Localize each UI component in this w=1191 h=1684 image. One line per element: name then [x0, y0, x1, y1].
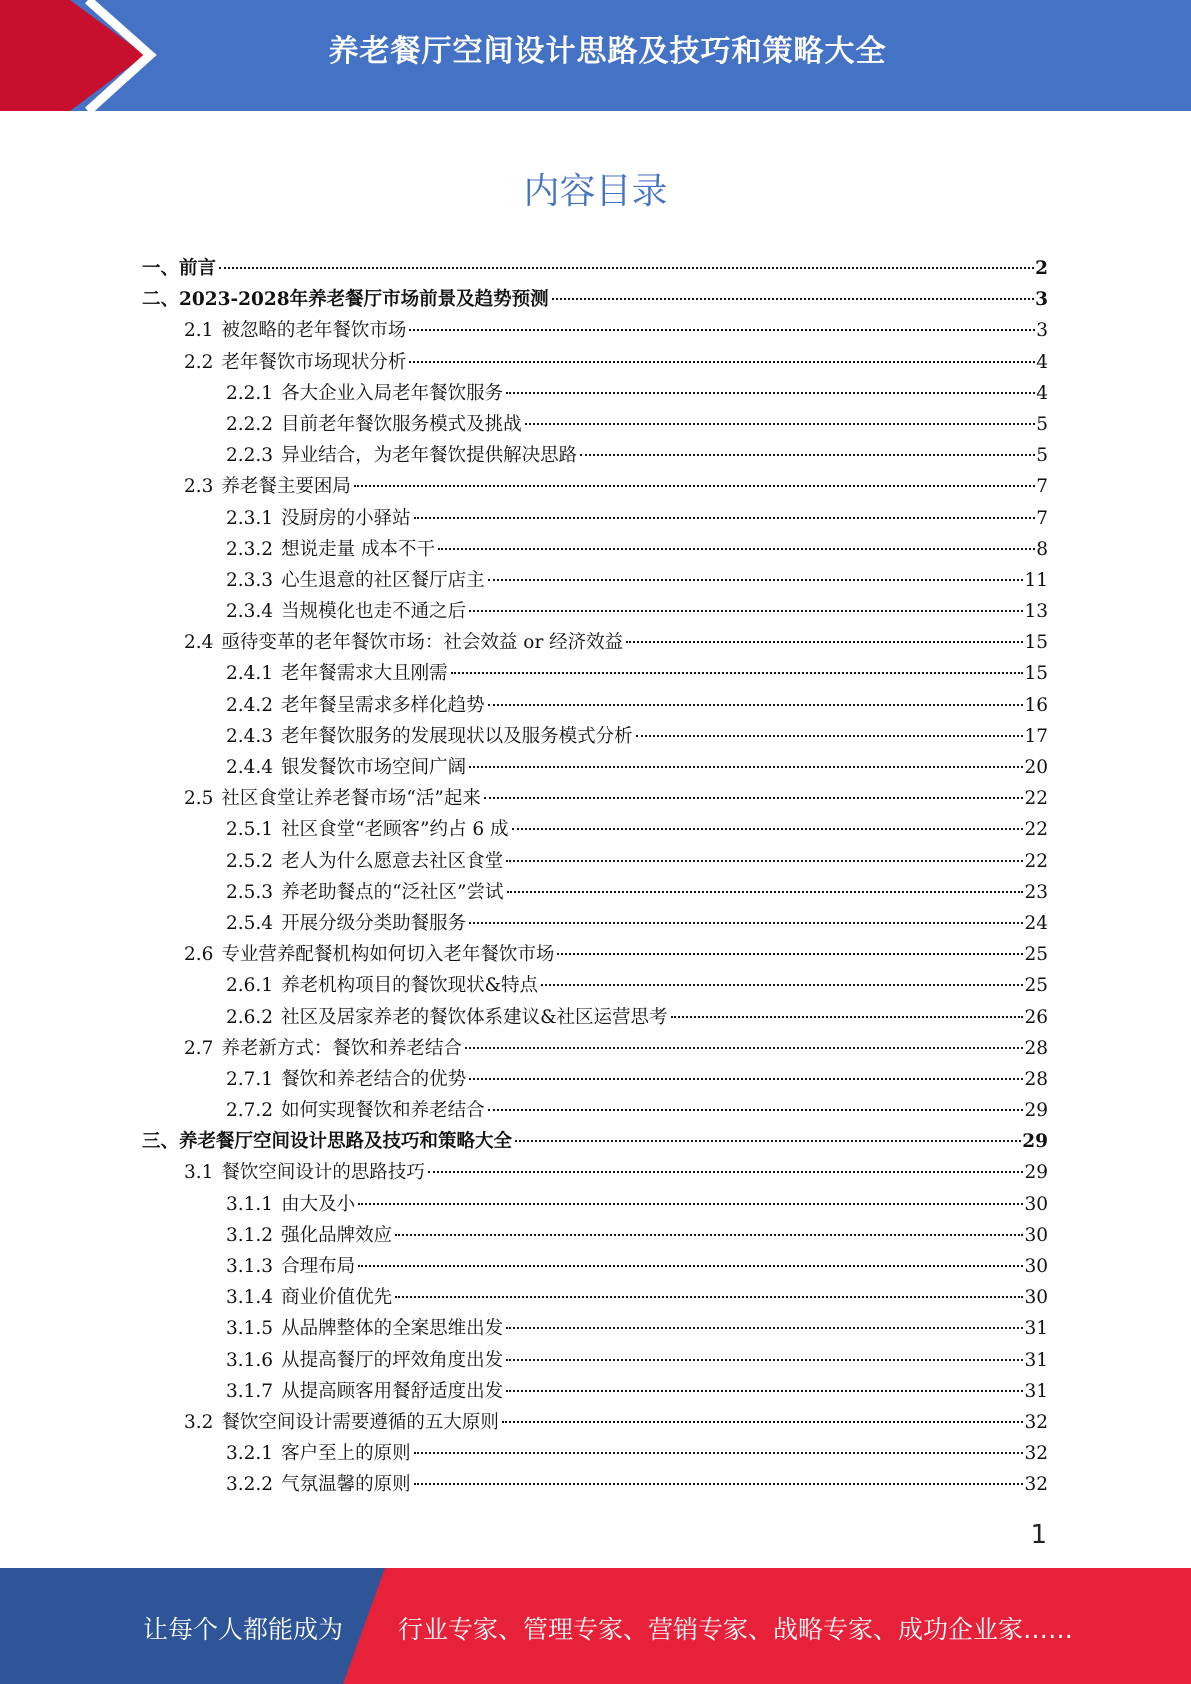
toc-entry[interactable]	[142, 908, 1048, 939]
toc-entry-number: 2.3.1	[226, 507, 274, 529]
toc-entry[interactable]	[142, 658, 1048, 689]
toc-entry[interactable]	[142, 565, 1048, 596]
toc-entry-title: 亟待变革的老年餐饮市场：社会效益 or 经济效益	[221, 632, 624, 654]
toc-entry-page: 23	[1024, 881, 1048, 903]
table-of-contents	[142, 253, 1048, 1501]
toc-dot-leader	[506, 1390, 1023, 1392]
footer-slogan: 让每个人都能成为	[143, 1615, 344, 1644]
toc-entry-page: 25	[1024, 975, 1048, 997]
page-number: 1	[1030, 1520, 1047, 1550]
toc-dot-leader	[552, 298, 1034, 300]
toc-dot-leader	[469, 610, 1023, 612]
toc-dot-leader	[626, 641, 1023, 643]
toc-entry-number: 3.2.1	[226, 1443, 274, 1465]
toc-entry[interactable]	[142, 596, 1048, 627]
toc-entry-number: 3.1.6	[226, 1349, 274, 1371]
toc-entry-page: 4	[1036, 382, 1048, 404]
toc-entry-title: 一、前言	[142, 258, 217, 279]
toc-entry-title: 合理布局	[281, 1256, 356, 1277]
toc-entry-page: 8	[1036, 538, 1048, 560]
toc-entry-title: 二、2023-2028年养老餐厅市场前景及趋势预测	[142, 289, 549, 311]
toc-entry-title: 当规模化也走不通之后	[281, 601, 467, 623]
toc-entry-title: 养老餐主要困局	[221, 476, 351, 498]
toc-dot-leader	[414, 1483, 1024, 1485]
toc-entry[interactable]	[142, 814, 1048, 845]
toc-entry-title: 被忽略的老年餐饮市场	[221, 320, 407, 342]
toc-dot-leader	[469, 766, 1023, 768]
toc-dot-leader	[395, 1296, 1023, 1298]
toc-entry[interactable]	[142, 690, 1048, 721]
toc-entry-page: 24	[1024, 912, 1048, 934]
toc-entry-number: 2.2.2	[226, 413, 274, 435]
toc-dot-leader	[541, 984, 1023, 986]
toc-entry[interactable]	[142, 752, 1048, 783]
toc-entry-page: 30	[1024, 1287, 1048, 1309]
toc-dot-leader	[580, 454, 1035, 456]
toc-entry-title: 老年餐呈需求多样化趋势	[281, 694, 485, 716]
toc-entry-number: 3.2	[184, 1411, 214, 1433]
toc-entry-title: 社区食堂“老顾客”约占 6 成	[281, 819, 509, 841]
toc-entry-title: 气氛温馨的原则	[281, 1474, 411, 1496]
toc-entry-page: 29	[1022, 1131, 1048, 1153]
toc-entry[interactable]	[142, 471, 1048, 502]
toc-entry-number: 2.1	[184, 320, 214, 342]
toc-entry-number: 3.2.2	[226, 1474, 274, 1496]
toc-entry-number: 2.5	[184, 788, 214, 810]
toc-entry[interactable]	[142, 1220, 1048, 1251]
toc-entry-title: 老年餐饮服务的发展现状以及服务模式分析	[281, 725, 633, 747]
toc-dot-leader	[506, 1359, 1023, 1361]
toc-entry-number: 2.6	[184, 944, 214, 966]
toc-entry-page: 13	[1024, 601, 1048, 623]
toc-entry-number: 2.7.2	[226, 1100, 274, 1122]
toc-dot-leader	[451, 672, 1024, 674]
toc-entry[interactable]	[142, 1033, 1048, 1064]
toc-entry-page: 16	[1024, 694, 1048, 716]
toc-entry-number: 2.6.2	[226, 1006, 274, 1028]
toc-dot-leader	[636, 735, 1024, 737]
toc-dot-leader	[414, 1452, 1024, 1454]
toc-entry[interactable]	[142, 627, 1048, 658]
toc-entry-number: 3.1.7	[226, 1380, 274, 1402]
toc-entry-title: 餐饮和养老结合的优势	[281, 1068, 467, 1090]
toc-dot-leader	[354, 485, 1035, 487]
toc-entry-page: 7	[1036, 507, 1048, 529]
toc-entry-page: 15	[1024, 632, 1048, 654]
toc-entry[interactable]	[142, 503, 1048, 534]
toc-entry-title: 社区及居家养老的餐饮体系建议&社区运营思考	[281, 1006, 668, 1028]
toc-entry[interactable]	[142, 1469, 1048, 1500]
toc-entry-page: 5	[1036, 413, 1048, 435]
toc-entry-page: 32	[1024, 1443, 1048, 1465]
toc-dot-leader	[488, 1109, 1024, 1111]
toc-entry[interactable]	[142, 1407, 1048, 1438]
toc-entry-page: 29	[1024, 1162, 1048, 1184]
toc-dot-leader	[438, 548, 1035, 550]
toc-entry[interactable]	[142, 846, 1048, 877]
toc-entry-number: 2.2.1	[226, 382, 274, 404]
toc-entry-page: 31	[1024, 1349, 1048, 1371]
toc-entry-page: 17	[1024, 725, 1048, 747]
toc-dot-leader	[557, 953, 1023, 955]
footer-roles: 行业专家、管理专家、营销专家、战略专家、成功企业家……	[398, 1615, 1074, 1644]
toc-entry-title: 从提高餐厅的坪效角度出发	[281, 1349, 504, 1371]
toc-entry-page: 30	[1024, 1224, 1048, 1246]
toc-entry[interactable]	[142, 783, 1048, 814]
toc-entry-number: 2.4.3	[226, 725, 274, 747]
toc-entry-title: 社区食堂让养老餐市场“活”起来	[221, 788, 481, 810]
toc-entry[interactable]	[142, 1345, 1048, 1376]
toc-entry-title: 从品牌整体的全案思维出发	[281, 1318, 504, 1340]
toc-heading: 内容目录	[523, 171, 668, 212]
header-title: 养老餐厅空间设计思路及技巧和策略大全	[328, 34, 887, 69]
toc-entry-title: 养老机构项目的餐饮现状&特点	[281, 975, 539, 997]
toc-entry-number: 2.4.4	[226, 757, 274, 778]
toc-dot-leader	[507, 891, 1024, 893]
toc-entry-title: 由大及小	[281, 1193, 356, 1215]
toc-dot-leader	[219, 267, 1034, 269]
toc-entry-page: 15	[1024, 663, 1048, 685]
toc-entry-number: 3.1.3	[226, 1256, 274, 1277]
toc-dot-leader	[409, 329, 1035, 331]
toc-entry[interactable]	[142, 721, 1048, 752]
toc-entry-title: 专业营养配餐机构如何切入老年餐饮市场	[221, 944, 555, 966]
toc-dot-leader	[488, 579, 1024, 581]
toc-entry-title: 目前老年餐饮服务模式及挑战	[281, 413, 522, 435]
toc-entry-page: 2	[1035, 258, 1048, 279]
toc-entry-page: 25	[1024, 944, 1048, 966]
toc-entry[interactable]	[142, 1095, 1048, 1126]
toc-entry-page: 20	[1024, 757, 1048, 778]
toc-entry[interactable]	[142, 315, 1048, 346]
toc-entry[interactable]	[142, 1438, 1048, 1469]
toc-entry[interactable]	[142, 1002, 1048, 1033]
toc-entry-page: 7	[1036, 476, 1048, 498]
toc-dot-leader	[488, 704, 1024, 706]
toc-entry-page: 32	[1024, 1411, 1048, 1433]
toc-entry-title: 老年餐需求大且刚需	[281, 663, 448, 685]
toc-entry-number: 2.3.4	[226, 601, 274, 623]
toc-entry[interactable]	[142, 534, 1048, 565]
toc-entry-number: 2.4.2	[226, 694, 274, 716]
toc-entry-page: 31	[1024, 1318, 1048, 1340]
toc-entry-title: 客户至上的原则	[281, 1443, 411, 1465]
toc-dot-leader	[506, 1327, 1023, 1329]
toc-entry-page: 30	[1024, 1256, 1048, 1277]
toc-dot-leader	[469, 922, 1023, 924]
toc-entry[interactable]	[142, 877, 1048, 908]
toc-entry[interactable]	[142, 1189, 1048, 1220]
toc-entry-title: 异业结合，为老年餐饮提供解决思路	[281, 445, 578, 467]
toc-entry-title: 从提高顾客用餐舒适度出发	[281, 1380, 504, 1402]
toc-entry[interactable]	[142, 1282, 1048, 1313]
toc-entry-title: 餐饮空间设计的思路技巧	[221, 1162, 425, 1184]
toc-entry[interactable]	[142, 347, 1048, 378]
toc-entry-number: 3.1.2	[226, 1224, 274, 1246]
toc-entry[interactable]	[142, 1157, 1048, 1188]
toc-entry-number: 2.2	[184, 351, 214, 373]
toc-entry-number: 2.3.2	[226, 538, 274, 560]
toc-entry-number: 2.3	[184, 476, 214, 498]
toc-dot-leader	[428, 1171, 1024, 1173]
toc-dot-leader	[484, 797, 1024, 799]
toc-dot-leader	[512, 828, 1024, 830]
toc-entry-title: 开展分级分类助餐服务	[281, 912, 467, 934]
toc-entry[interactable]	[142, 409, 1048, 440]
toc-entry-number: 2.2.3	[226, 445, 274, 467]
toc-dot-leader	[465, 1047, 1024, 1049]
toc-entry-number: 2.5.2	[226, 850, 274, 872]
toc-entry-title: 商业价值优先	[281, 1287, 393, 1309]
toc-dot-leader	[671, 1016, 1024, 1018]
toc-entry-page: 11	[1024, 569, 1048, 591]
toc-entry-page: 4	[1036, 351, 1048, 373]
toc-entry-number: 3.1.4	[226, 1287, 274, 1309]
page-footer	[0, 1568, 1191, 1684]
toc-entry-page: 28	[1024, 1068, 1048, 1090]
toc-entry-title: 老年餐饮市场现状分析	[221, 351, 407, 373]
toc-entry[interactable]	[142, 970, 1048, 1001]
toc-entry-number: 2.5.3	[226, 881, 274, 903]
toc-dot-leader	[358, 1265, 1023, 1267]
toc-entry-title: 老人为什么愿意去社区食堂	[281, 850, 504, 872]
toc-dot-leader	[525, 423, 1036, 425]
toc-entry-number: 2.4.1	[226, 663, 274, 685]
toc-entry-page: 22	[1024, 788, 1048, 810]
toc-entry-title: 想说走量 成本不干	[281, 538, 435, 560]
toc-entry[interactable]	[142, 440, 1048, 471]
toc-dot-leader	[469, 1078, 1023, 1080]
toc-dot-leader	[502, 1421, 1024, 1423]
toc-entry-page: 30	[1024, 1193, 1048, 1215]
toc-entry[interactable]	[142, 1376, 1048, 1407]
toc-entry-page: 3	[1036, 320, 1048, 342]
toc-entry-title: 没厨房的小驿站	[281, 507, 411, 529]
toc-entry-title: 各大企业入局老年餐饮服务	[281, 382, 504, 404]
toc-entry-number: 2.5.4	[226, 912, 274, 934]
toc-entry-number: 3.1	[184, 1162, 214, 1184]
toc-entry-title: 如何实现餐饮和养老结合	[281, 1100, 485, 1122]
toc-entry-page: 26	[1024, 1006, 1048, 1028]
toc-entry[interactable]	[142, 378, 1048, 409]
toc-entry-page: 29	[1024, 1100, 1048, 1122]
toc-entry-page: 31	[1024, 1380, 1048, 1402]
toc-entry-title: 三、养老餐厅空间设计思路及技巧和策略大全	[142, 1131, 513, 1153]
toc-dot-leader	[414, 517, 1036, 519]
toc-entry[interactable]	[142, 253, 1048, 284]
toc-entry-title: 强化品牌效应	[281, 1224, 393, 1246]
toc-entry-number: 2.7	[184, 1037, 214, 1059]
toc-entry[interactable]	[142, 1064, 1048, 1095]
toc-dot-leader	[409, 361, 1035, 363]
toc-dot-leader	[515, 1140, 1021, 1142]
toc-entry[interactable]	[142, 939, 1048, 970]
toc-entry-page: 22	[1024, 819, 1048, 841]
toc-entry-number: 3.1.1	[226, 1193, 274, 1215]
toc-entry-page: 5	[1036, 445, 1048, 467]
toc-entry-number: 2.7.1	[226, 1068, 274, 1090]
toc-dot-leader	[506, 860, 1023, 862]
toc-entry-page: 22	[1024, 850, 1048, 872]
toc-entry-number: 2.6.1	[226, 975, 274, 997]
toc-dot-leader	[395, 1234, 1023, 1236]
toc-entry-title: 养老助餐点的“泛社区”尝试	[281, 881, 504, 903]
toc-entry-number: 2.5.1	[226, 819, 274, 841]
toc-entry-page: 28	[1024, 1037, 1048, 1059]
toc-entry[interactable]	[142, 1313, 1048, 1344]
toc-entry[interactable]	[142, 284, 1048, 315]
toc-entry-page: 3	[1035, 289, 1048, 311]
toc-entry-title: 银发餐饮市场空间广阔	[281, 757, 467, 778]
toc-entry[interactable]	[142, 1251, 1048, 1282]
toc-entry-title: 餐饮空间设计需要遵循的五大原则	[221, 1411, 499, 1433]
toc-entry-title: 心生退意的社区餐厅店主	[281, 569, 485, 591]
toc-entry-page: 32	[1024, 1474, 1048, 1496]
toc-entry[interactable]	[142, 1126, 1048, 1157]
toc-entry-number: 2.4	[184, 632, 214, 654]
toc-dot-leader	[358, 1203, 1023, 1205]
toc-entry-number: 3.1.5	[226, 1318, 274, 1340]
toc-dot-leader	[506, 392, 1035, 394]
toc-entry-title: 养老新方式：餐饮和养老结合	[221, 1037, 462, 1059]
toc-entry-number: 2.3.3	[226, 569, 274, 591]
page-header	[0, 0, 1191, 111]
